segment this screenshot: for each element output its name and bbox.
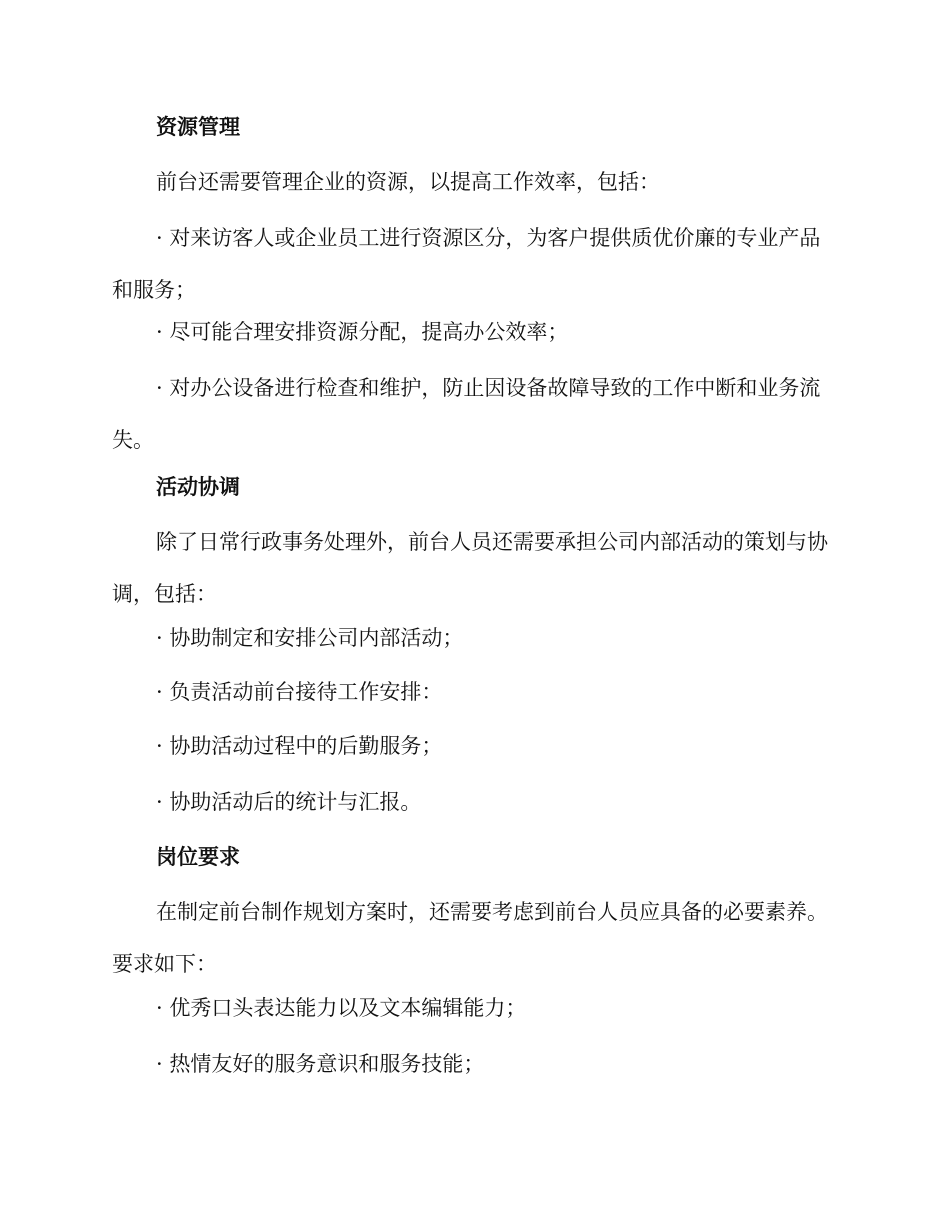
list-item: · 协助制定和安排公司内部活动； [156,626,464,650]
section-heading-activity-coordination: 活动协调 [156,474,240,499]
section-intro-job-requirements: 在制定前台制作规划方案时，还需要考虑到前台人员应具备的必要素养。要求如下： [112,900,828,976]
section-heading-job-requirements: 岗位要求 [156,844,240,869]
list-item: · 尽可能合理安排资源分配，提高办公效率； [156,320,569,344]
list-item: · 协助活动后的统计与汇报。 [156,790,422,814]
section-intro-resource-management: 前台还需要管理企业的资源，以提高工作效率，包括： [156,170,660,194]
list-item: · 优秀口头表达能力以及文本编辑能力； [156,996,527,1020]
list-item: · 热情友好的服务意识和服务技能； [156,1052,485,1076]
list-item: · 对办公设备进行检查和维护，防止因设备故障导致的工作中断和业务流失。 [112,376,821,452]
list-item: · 协助活动过程中的后勤服务； [156,734,443,758]
list-item: · 对来访客人或企业员工进行资源区分，为客户提供质优价廉的专业产品和服务； [112,226,821,302]
section-heading-resource-management: 资源管理 [156,114,240,139]
section-intro-activity-coordination: 除了日常行政事务处理外，前台人员还需要承担公司内部活动的策划与协调，包括： [112,530,828,606]
list-item: · 负责活动前台接待工作安排： [156,680,443,704]
